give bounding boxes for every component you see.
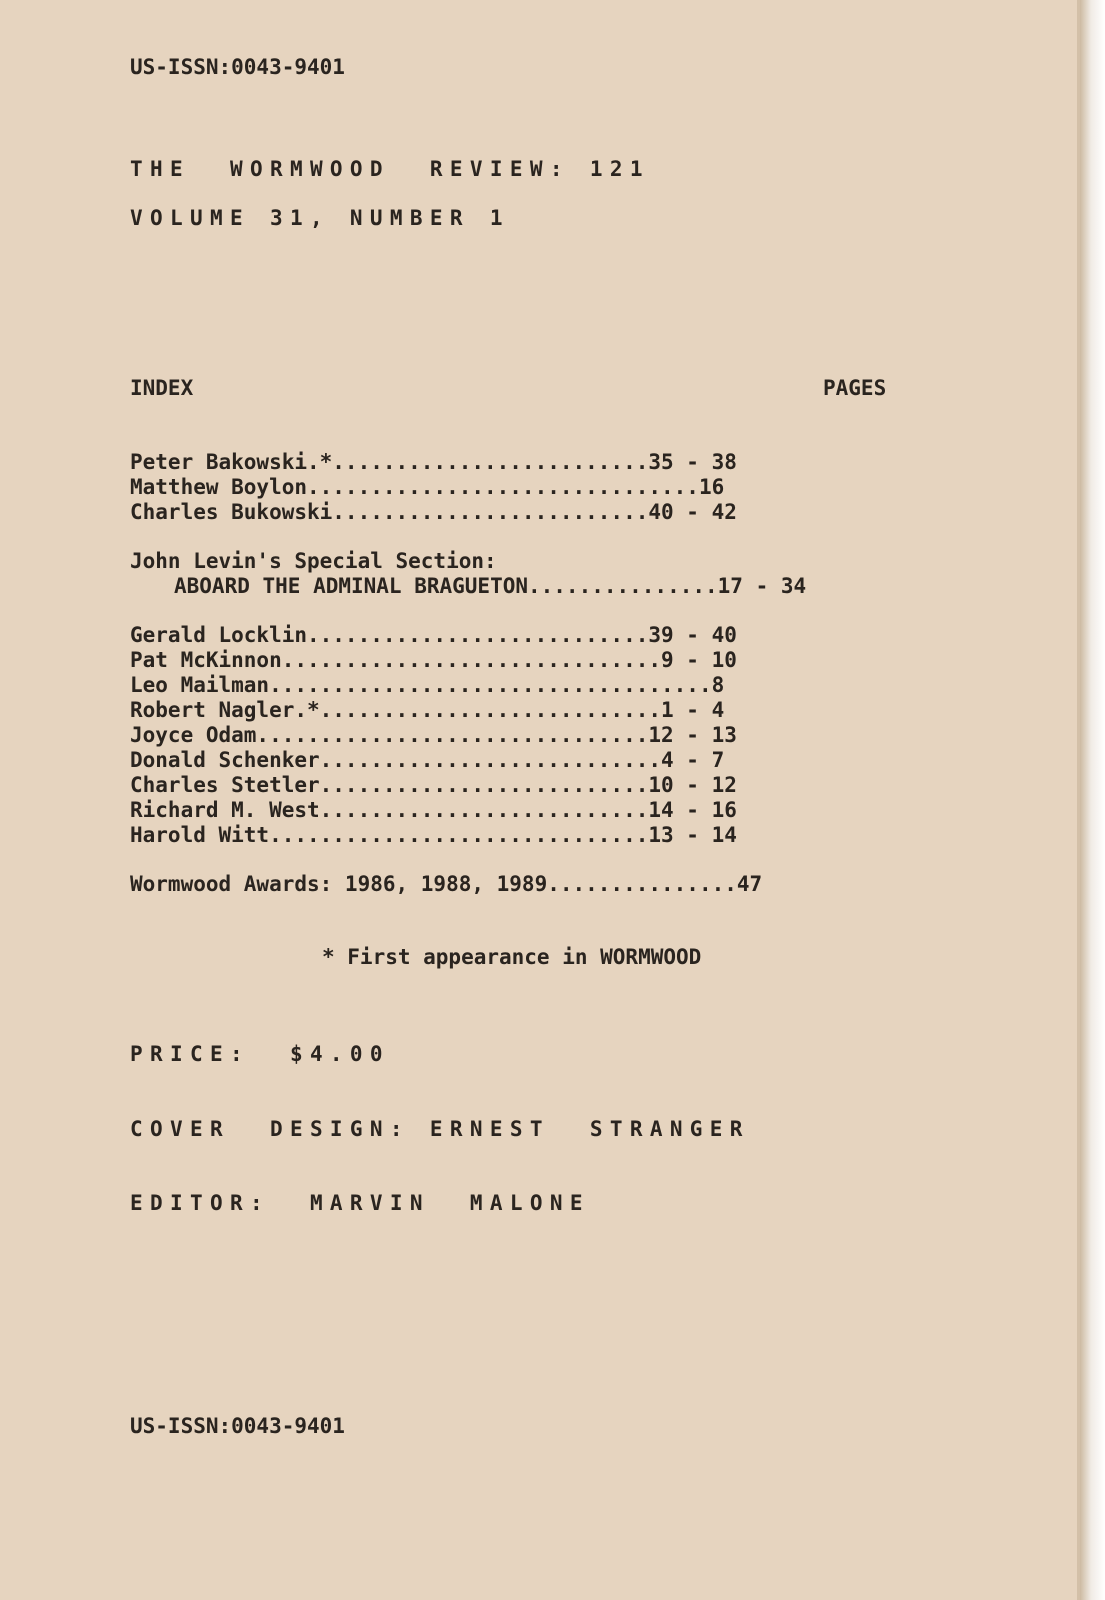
- toc-entry: Pat McKinnon..............................9 - 10: [130, 648, 737, 672]
- toc-entry: Donald Schenker...........................4 - 7: [130, 748, 725, 772]
- special-section-entry: ABOARD THE ADMINAL BRAGUETON...............17 - 34: [174, 574, 807, 598]
- table-of-contents: [130, 450, 806, 897]
- toc-entry: Joyce Odam...............................12 - 13: [130, 723, 737, 747]
- toc-entry: Leo Mailman...................................8: [130, 673, 725, 697]
- editor-credit: EDITOR: MARVIN MALONE: [130, 1191, 590, 1215]
- toc-entry: Richard M. West..........................14 - 16: [130, 798, 737, 822]
- issn-top: US-ISSN:0043-9401: [130, 55, 345, 79]
- toc-entry: Charles Bukowski.........................40 - 42: [130, 500, 737, 524]
- first-appearance-footnote: * First appearance in WORMWOOD: [322, 945, 702, 969]
- index-heading: INDEX: [130, 376, 194, 400]
- toc-entry: Harold Witt..............................13 - 14: [130, 823, 737, 847]
- awards-entry: Wormwood Awards: 1986, 1988, 1989...............47: [130, 872, 763, 896]
- volume-number: VOLUME 31, NUMBER 1: [130, 206, 510, 230]
- special-section-heading: John Levin's Special Section:: [130, 549, 497, 573]
- magazine-title: THE WORMWOOD REVIEW: 121: [130, 157, 650, 181]
- cover-design-credit: COVER DESIGN: ERNEST STRANGER: [130, 1117, 750, 1141]
- pages-heading: PAGES: [823, 376, 887, 400]
- toc-entry: Peter Bakowski.*.........................35 - 38: [130, 450, 737, 474]
- issn-bottom: US-ISSN:0043-9401: [130, 1414, 345, 1438]
- page-edge: [1080, 0, 1105, 1600]
- toc-entry: Matthew Boylon...............................16: [130, 475, 725, 499]
- toc-entry: Gerald Locklin...........................39 - 40: [130, 623, 737, 647]
- price-line: PRICE: $4.00: [130, 1042, 390, 1066]
- toc-entry: Charles Stetler..........................10 - 12: [130, 773, 737, 797]
- toc-entry: Robert Nagler.*...........................1 - 4: [130, 698, 725, 722]
